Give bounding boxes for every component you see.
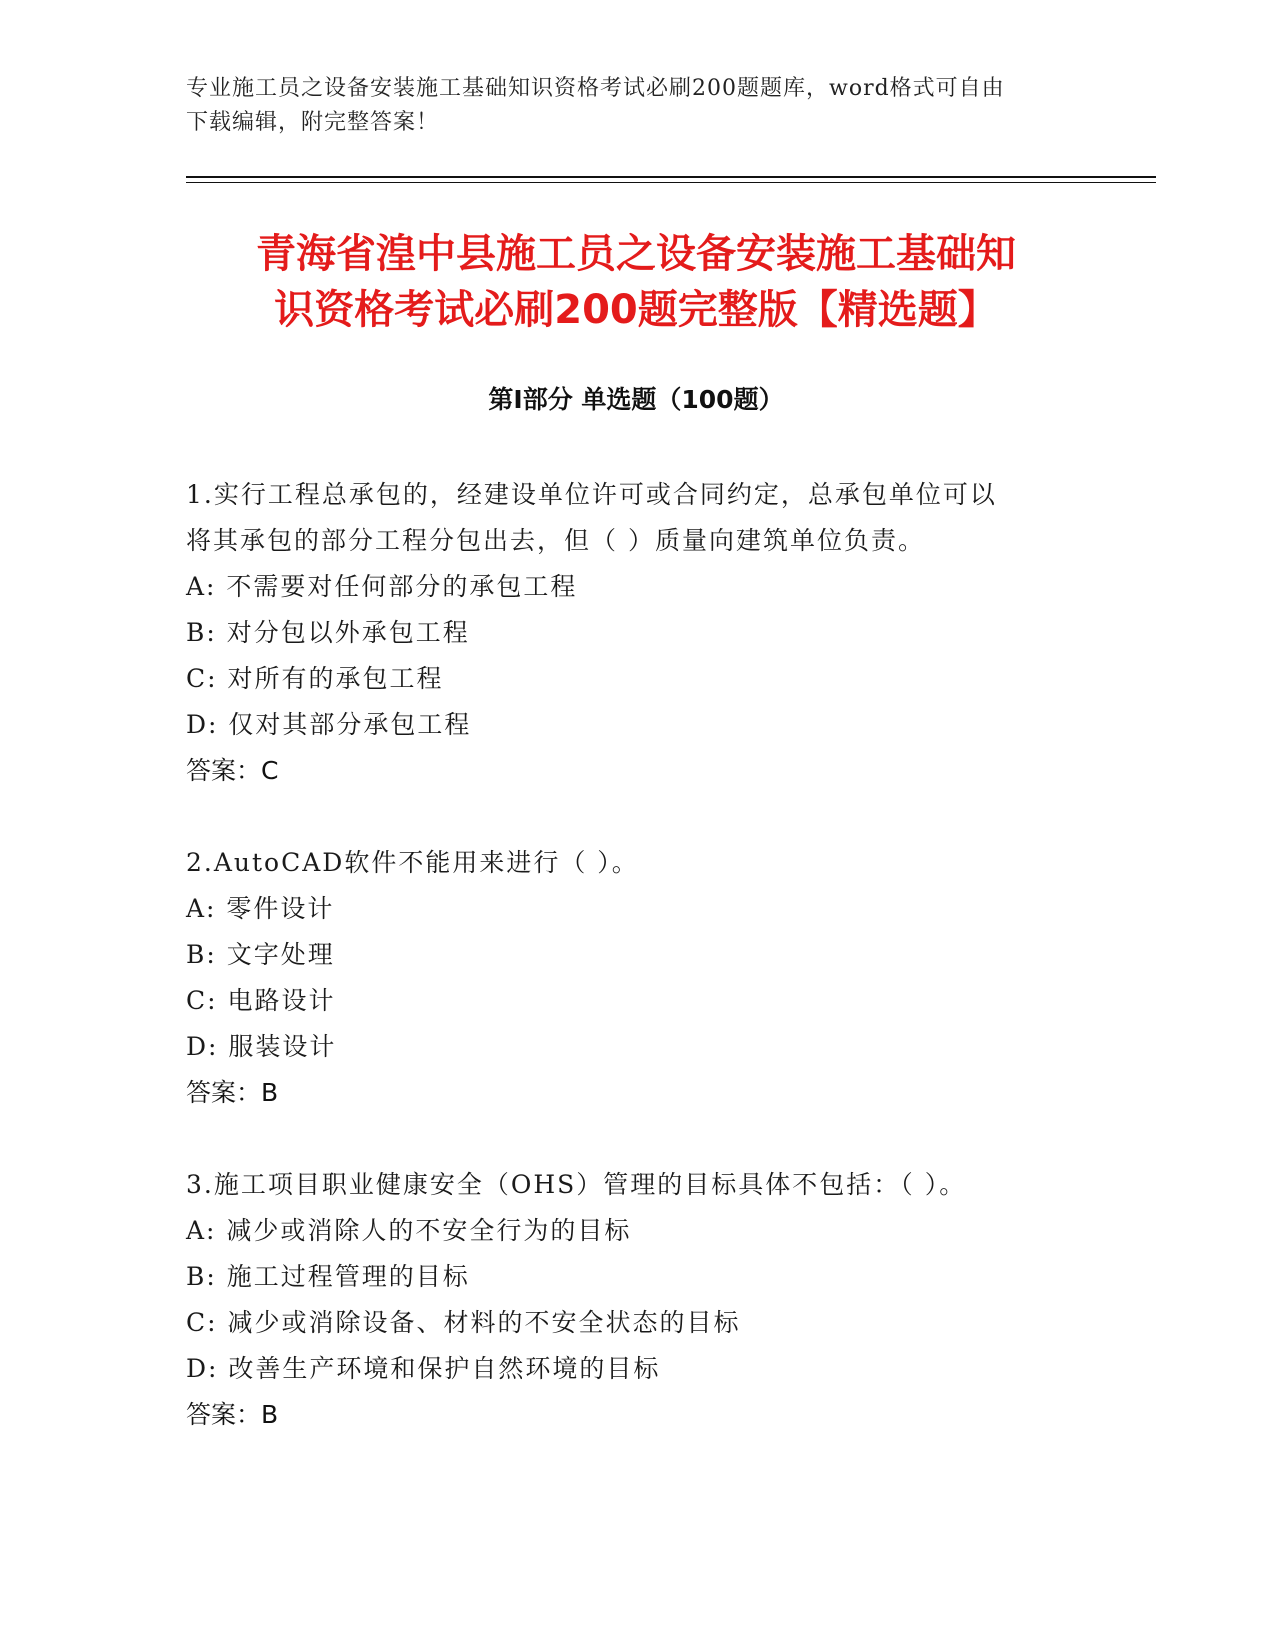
option-d: D: 仅对其部分承包工程 bbox=[186, 710, 472, 739]
option-b: B: 对分包以外承包工程 bbox=[186, 618, 470, 647]
option-a: A: 零件设计 bbox=[186, 894, 335, 923]
title-line-2: 识资格考试必刷200题完整版【精选题】 bbox=[274, 287, 998, 333]
option-c: C: 电路设计 bbox=[186, 986, 336, 1015]
option-a: A: 减少或消除人的不安全行为的目标 bbox=[186, 1216, 632, 1245]
option-c: C: 减少或消除设备、材料的不安全状态的目标 bbox=[186, 1308, 741, 1337]
header-divider-thick bbox=[186, 176, 1156, 178]
intro-line-1: 专业施工员之设备安装施工基础知识资格考试必刷200题题库，word格式可自由 bbox=[186, 76, 1005, 101]
question-1 bbox=[186, 472, 1066, 794]
option-d: D: 改善生产环境和保护自然环境的目标 bbox=[186, 1354, 661, 1383]
section-heading: 第I部分 单选题（100题） bbox=[488, 385, 784, 414]
document-title bbox=[186, 226, 1086, 338]
question-stem: 2.AutoCAD软件不能用来进行（ ）。 bbox=[186, 848, 639, 877]
header-divider-thin bbox=[186, 182, 1156, 183]
question-2 bbox=[186, 840, 1066, 1116]
answer-line: 答案：B bbox=[186, 1400, 279, 1429]
question-stem-continued: 将其承包的部分工程分包出去，但（ ）质量向建筑单位负责。 bbox=[186, 526, 925, 555]
question-list bbox=[186, 472, 1066, 1484]
intro-line-2: 下载编辑，附完整答案！ bbox=[186, 110, 440, 135]
option-d: D: 服装设计 bbox=[186, 1032, 337, 1061]
answer-line: 答案：B bbox=[186, 1078, 279, 1107]
title-line-1: 青海省湟中县施工员之设备安装施工基础知 bbox=[256, 231, 1016, 277]
answer-line: 答案：C bbox=[186, 756, 279, 785]
question-stem: 3.施工项目职业健康安全（OHS）管理的目标具体不包括：（ ）。 bbox=[186, 1170, 967, 1199]
option-a: A: 不需要对任何部分的承包工程 bbox=[186, 572, 578, 601]
option-b: B: 施工过程管理的目标 bbox=[186, 1262, 470, 1291]
question-3 bbox=[186, 1162, 1066, 1438]
question-stem: 1.实行工程总承包的，经建设单位许可或合同约定，总承包单位可以 bbox=[186, 480, 997, 509]
option-b: B: 文字处理 bbox=[186, 940, 335, 969]
intro-text bbox=[186, 72, 1066, 140]
option-c: C: 对所有的承包工程 bbox=[186, 664, 444, 693]
